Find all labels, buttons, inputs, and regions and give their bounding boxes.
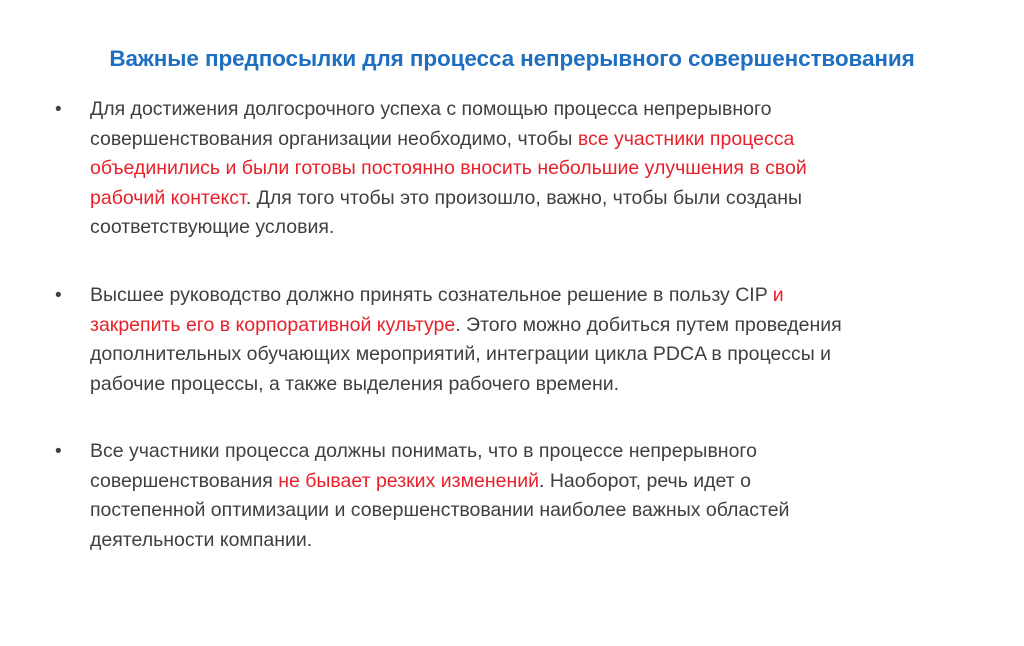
body-text: совершенствования организации необходимо, чтобы [90, 127, 578, 150]
bullet-line [90, 125, 970, 155]
highlighted-text: закрепить его в корпоративной культуре [90, 313, 456, 336]
body-text: постепенной оптимизации и совершенствовании наиболее важных областей [90, 499, 790, 522]
bullet-line [90, 213, 970, 243]
bullet-line [90, 340, 970, 370]
bullet-line [90, 496, 970, 526]
bullet-line [90, 281, 970, 311]
bullet-line [90, 311, 970, 341]
bullet-text [90, 437, 970, 555]
bullet-dot-icon: • [55, 99, 62, 120]
highlighted-text: объединились и были готовы постоянно вносить небольшие улучшения в свой [90, 157, 807, 180]
bullet-dot-icon: • [55, 285, 62, 306]
bullet-item-1 [55, 95, 970, 243]
bullet-text [90, 95, 970, 243]
body-text: деятельности компании. [90, 528, 313, 551]
highlighted-text: все участники процесса [577, 127, 795, 150]
bullet-line [90, 526, 970, 556]
bullet-line [90, 467, 970, 497]
bullet-line [90, 95, 970, 125]
bullet-line [90, 370, 970, 400]
slide-title: Важные предпосылки для процесса непрерывного совершенствования [109, 46, 915, 71]
body-text: Все участники процесса должны понимать, что в процессе непрерывного [90, 440, 757, 462]
bullet-item-2 [55, 281, 970, 399]
highlighted-text: рабочий контекст [90, 186, 246, 209]
bullet-line [90, 184, 970, 214]
highlighted-text: и [772, 284, 784, 306]
body-text: Для достижения долгосрочного успеха с помощью процесса непрерывного [90, 98, 772, 120]
body-text: . Этого можно добиться путем проведения [455, 313, 842, 336]
body-text: совершенствования [90, 469, 279, 492]
bullet-text [90, 281, 970, 399]
body-text: дополнительных обучающих мероприятий, интеграции цикла PDCA в процессы и [90, 343, 832, 366]
bullet-line [90, 437, 970, 467]
body-text: соответствующие условия. [90, 216, 335, 239]
body-text: . Наоборот, речь идет о [539, 469, 751, 492]
bullet-line [90, 154, 970, 184]
body-text: рабочие процессы, а также выделения рабочего времени. [90, 372, 620, 395]
bullet-dot-icon: • [55, 441, 62, 462]
body-text: . Для того чтобы это произошло, важно, чтобы были созданы [245, 186, 802, 209]
highlighted-text: не бывает резких изменений [278, 469, 539, 492]
bullet-item-3 [55, 437, 970, 555]
body-text: Высшее руководство должно принять сознательное решение в пользу CIP [90, 284, 773, 306]
